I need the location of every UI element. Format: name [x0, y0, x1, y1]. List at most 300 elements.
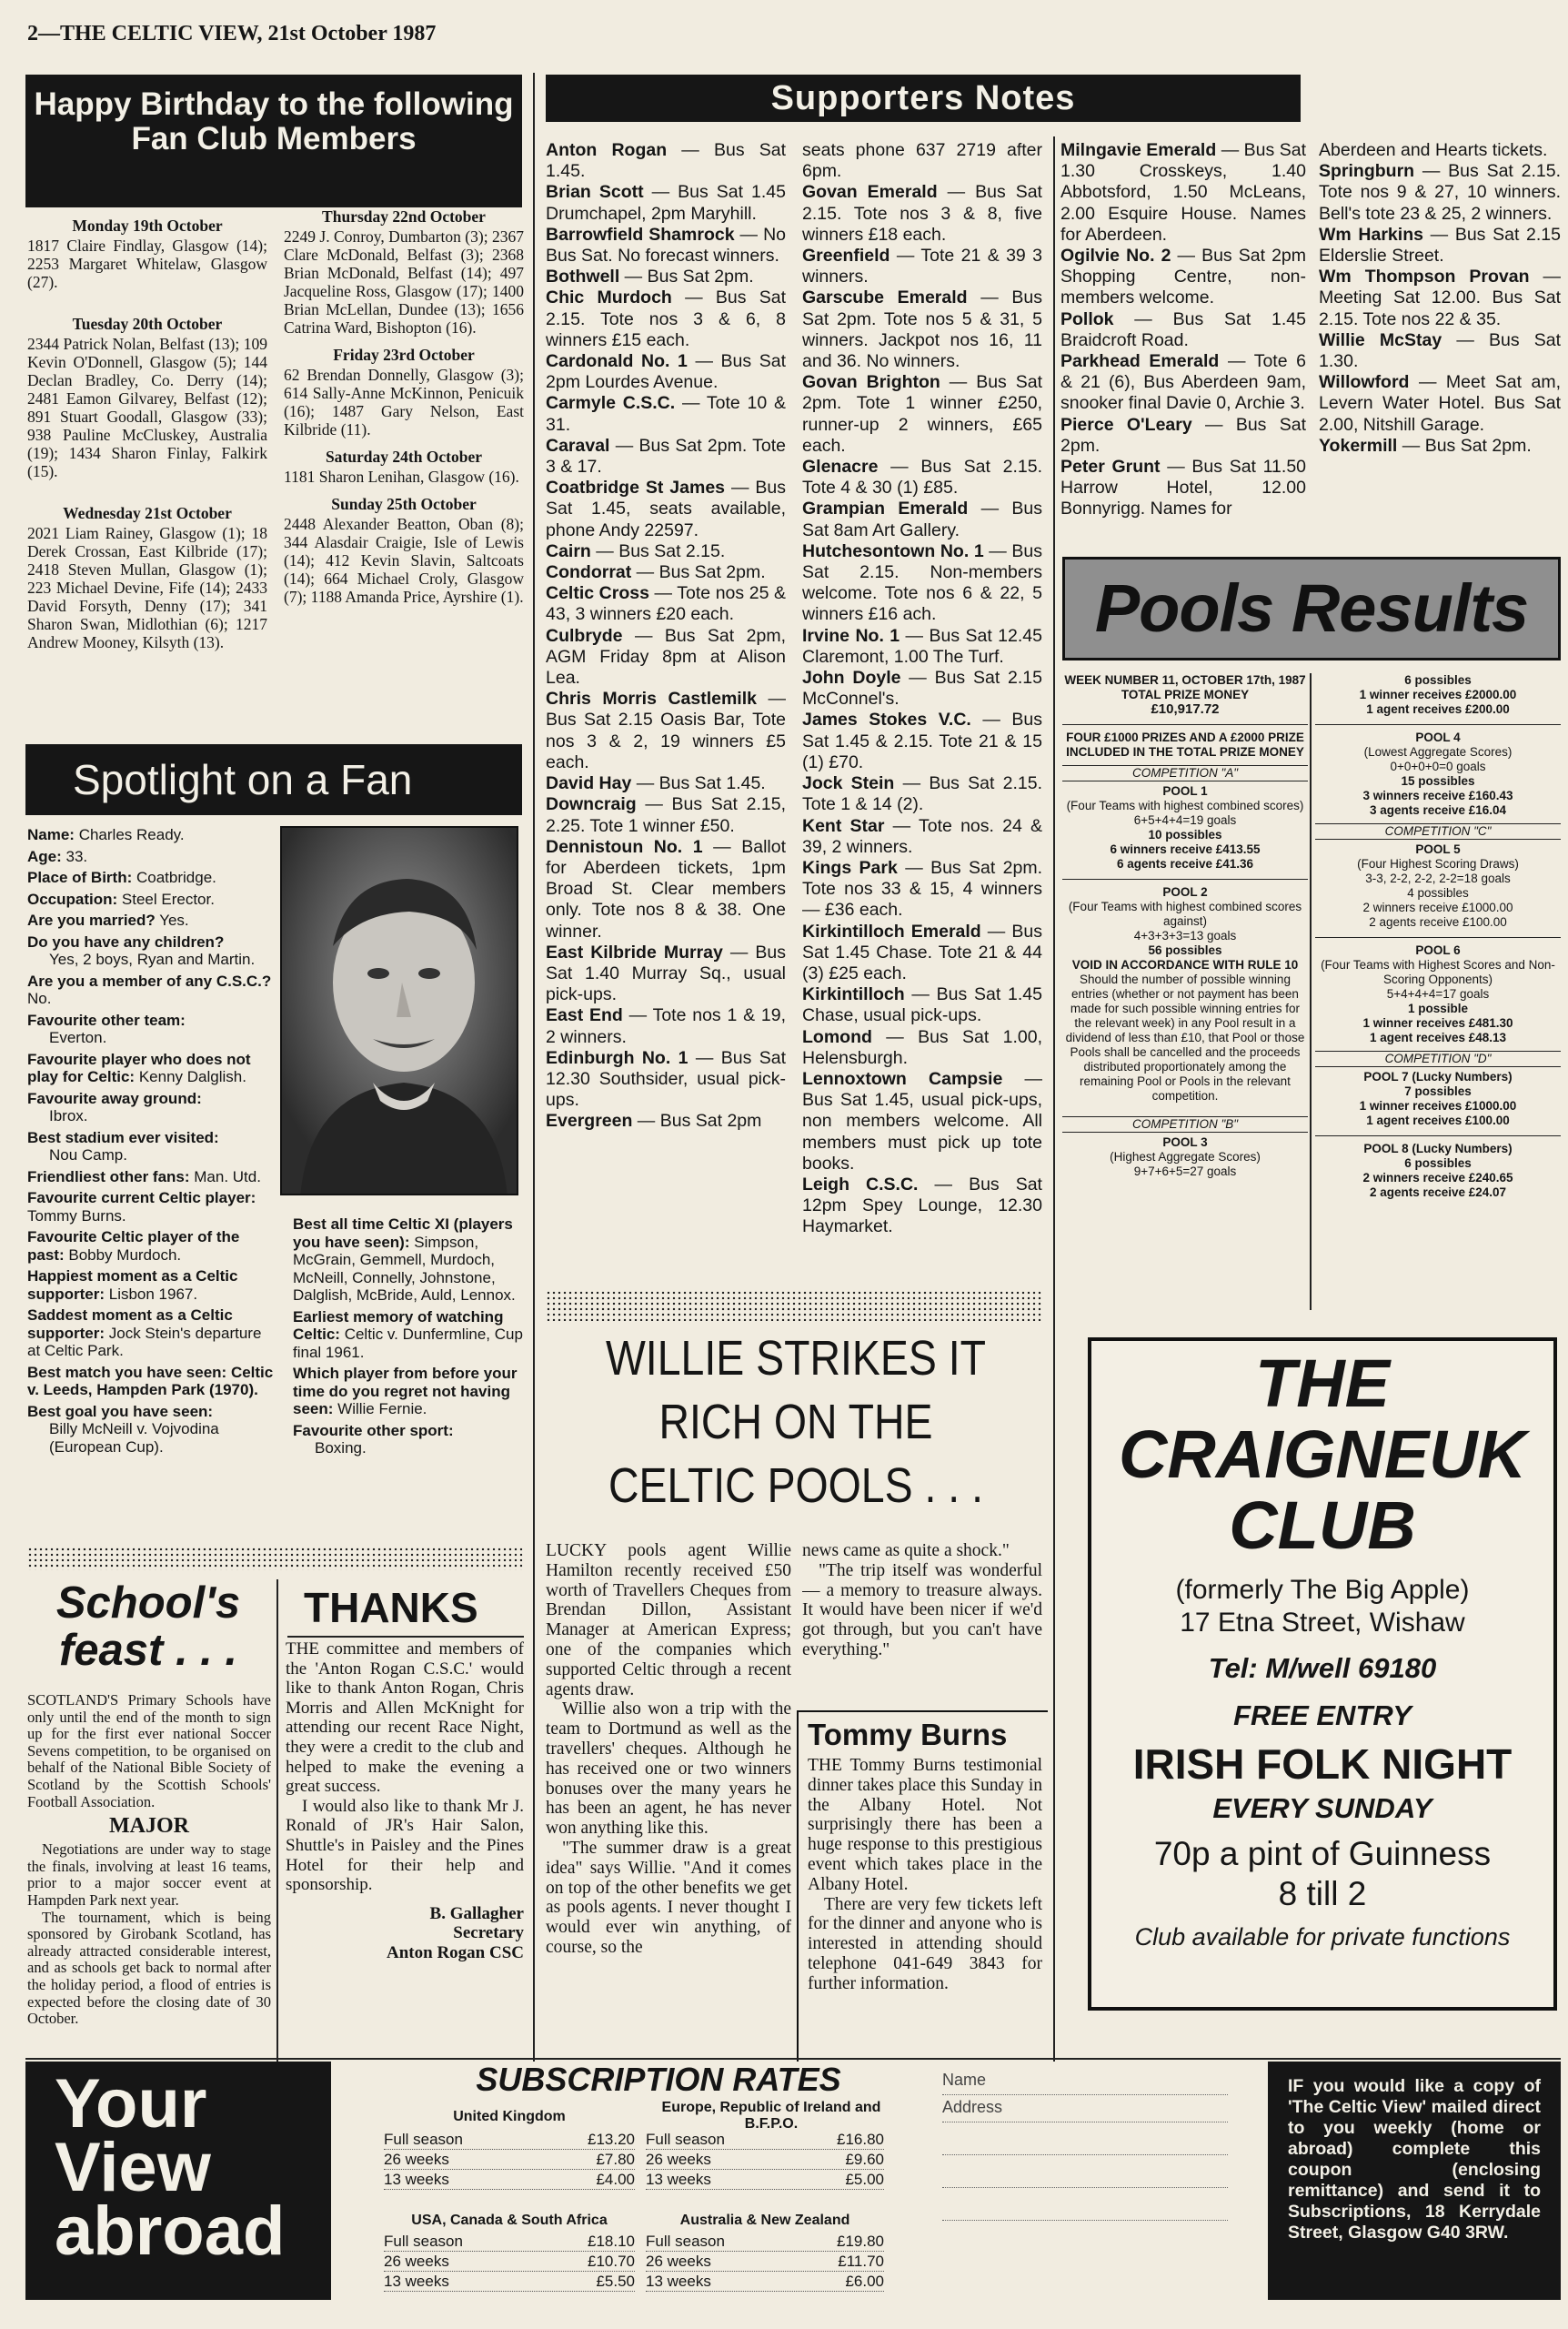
school-paragraph: The tournament, which is being sponsored by Girobank Scotland, has already attracted considerable interest, and as schools get back to normal after the holiday period, a flood of entries is expected before the closing date of 30 October. [27, 1908, 271, 2028]
school-heading: School's feast . . . [55, 1579, 241, 1675]
club-name: Condorrat [546, 562, 632, 583]
pool-6-block [1315, 937, 1561, 1045]
thanks-signature: B. Gallagher [429, 1903, 524, 1923]
birthday-entries: 2021 Liam Rainey, Glasgow (1); 18 Derek Crossan, East Kilbride (17); 2418 Steven Mullan, Glasgow (1); 223 Michael Devine, Fife (14); 2433 David Forsyth, Denny (17); 341 Sharon Swan, Midlothian (6); 1217 Andrew Mooney, Kilsyth (13). [27, 524, 267, 651]
club-detail: Bus Sat 1.45, seats available, phone Andy 22597. [546, 478, 786, 540]
club-detail: Bus Sat 12pm Spey Lounge, 12.30 Haymarket. [802, 1174, 1042, 1237]
rate-period: 13 weeks [384, 2273, 449, 2290]
pool-possibles: 15 possibles [1401, 774, 1475, 788]
club-note: Peter Grunt — Bus Sat 11.50 Harrow Hotel, 12.00 Bonnyrigg. Names for [1060, 457, 1306, 519]
pool-possibles: 7 possibles [1404, 1084, 1472, 1098]
qa-item [27, 1012, 275, 1047]
qa-item [27, 973, 275, 1008]
club-note: Chic Murdoch — Bus Sat 2.15. Tote nos 3 & 6, 8 winners £15 each. [546, 287, 786, 350]
pool-title: POOL 1 [1162, 784, 1208, 798]
pool-agents: 3 agents receive £16.04 [1369, 803, 1507, 817]
masthead: 2—THE CELTIC VIEW, 21st October 1987 [27, 22, 437, 45]
fan-photo [280, 826, 518, 1195]
rate-row [646, 2151, 884, 2170]
club-detail: No Bus Sat. No forecast winners. [546, 224, 786, 267]
question: Favourite Celtic player of the past: [27, 1228, 240, 1264]
coupon-address-line[interactable] [942, 2131, 1228, 2155]
rate-period: 26 weeks [646, 2253, 711, 2270]
birthday-entries: 1817 Claire Findlay, Glasgow (14); 2253 Margaret Whitelaw, Glasgow (27). [27, 237, 267, 291]
club-name: East End [546, 1005, 623, 1026]
club-detail: Bus Sat 1.30. [1319, 329, 1561, 372]
advert-address: 17 Etna Street, Wishaw [1180, 1608, 1465, 1638]
answer: Boxing. [315, 1439, 367, 1457]
pool-2-block [1062, 879, 1308, 1104]
birthday-column-right [284, 207, 524, 726]
rate-period: Full season [384, 2131, 463, 2148]
willie-headline: WILLIE STRIKES IT RICH ON THE CELTIC POOLS . . . [605, 1331, 987, 1513]
pool-winners: 3 winners receive £160.43 [1362, 789, 1513, 802]
question: Saddest moment as a Celtic supporter: [27, 1306, 233, 1342]
spotlight-qa-right [293, 1215, 524, 1541]
rate-row [384, 2151, 635, 2170]
club-name: Chris Morris Castlemilk [546, 689, 757, 710]
birthday-day: Sunday 25th October [331, 495, 477, 513]
region-label: USA, Canada & South Africa [411, 2213, 608, 2228]
rate-price: £5.50 [596, 2273, 635, 2290]
birthday-day: Monday 19th October [72, 217, 223, 235]
question: Place of Birth: [27, 869, 133, 886]
column-rule [533, 73, 535, 2062]
pool-desc: (Four Highest Scoring Draws) [1357, 857, 1519, 871]
club-note: East Kilbride Murray — Bus Sat 1.40 Murray Sq., usual pick-ups. [546, 942, 786, 1005]
club-name: Dennistoun No. 1 [546, 836, 703, 857]
supporters-column-4 [1319, 140, 1561, 540]
club-note: Milngavie Emerald — Bus Sat 1.30 Crosskeys, 1.40 Abbotsford, 1.50 McLeans, 2.00 Esquire House. Names for Aberdeen. [1060, 140, 1306, 245]
birthday-entries: 2249 J. Conroy, Dumbarton (3); 2367 Clare McDonald, Belfast (3); 2368 Brian McDonald, Belfast (14); 497 Jacqueline Ross, Glasgow (17); 1400 Brian McLellan, Dundee (13); 1656 Catrina Ward, Bishopton (16). [284, 227, 524, 337]
club-name: Brian Scott [546, 182, 644, 203]
club-note: Pierce O'Leary — Bus Sat 2pm. [1060, 414, 1306, 456]
rate-period: 13 weeks [384, 2171, 449, 2188]
rate-period: Full season [646, 2131, 725, 2148]
region-label: United Kingdom [453, 2109, 566, 2124]
club-name: Pierce O'Leary [1060, 414, 1192, 435]
club-detail: Bus Sat 2.15, 2.25. Tote 1 winner £50. [546, 794, 786, 836]
rate-period: Full season [646, 2233, 725, 2250]
club-name: Barrowfield Shamrock [546, 224, 735, 245]
pools-column-left [1062, 673, 1308, 1321]
rate-price: £7.80 [596, 2151, 635, 2168]
club-note: David Hay — Bus Sat 1.45. [546, 773, 766, 794]
pool-possibles: 56 possibles [1148, 943, 1222, 957]
rate-price: £19.80 [837, 2233, 884, 2250]
school-subheading: MAJOR [109, 1814, 189, 1839]
column-rule [1310, 673, 1312, 1310]
club-name: Peter Grunt [1060, 457, 1161, 478]
rate-period: Full season [384, 2233, 463, 2250]
question: Best match you have seen: [27, 1363, 227, 1381]
advert-title-line: THE [1255, 1346, 1390, 1421]
club-name: Willowford [1319, 372, 1410, 393]
club-name: Govan Emerald [802, 182, 938, 203]
advert-title-line: CRAIGNEUK [1118, 1417, 1527, 1492]
thanks-paragraph: I would also like to thank Mr J. Ronald of JR's Hair Salon, Shuttle's in Paisley and the Pines Hotel for their help and sponsorship. [286, 1796, 524, 1895]
pool-goals: 6+5+4+4=19 goals [1133, 813, 1237, 827]
club-detail: Meet Sat am, Levern Water Hotel. Bus Sat 2.00, Nitshill Garage. [1319, 372, 1561, 435]
pool-agents: 6 agents receive £41.36 [1116, 857, 1254, 871]
qa-item [27, 826, 275, 844]
pool-possibles: 6 possibles [1404, 673, 1472, 687]
coupon-address-label: Address [942, 2098, 1003, 2116]
advert-formerly: (formerly The Big Apple) [1175, 1575, 1470, 1605]
rate-price: £16.80 [837, 2131, 884, 2148]
rate-period: 26 weeks [384, 2151, 449, 2168]
club-detail: Bus Sat 2.15. Tote 1 & 14 (2). [802, 773, 1042, 815]
club-note: Glenacre — Bus Sat 2.15. Tote 4 & 30 (1) £85. [802, 457, 1042, 499]
rate-price: £10.70 [588, 2253, 635, 2270]
club-detail: Bus Sat 1.45 Chase. Tote 21 & 44 (3) £25 each. [802, 921, 1042, 983]
willie-article-col2 [802, 1541, 1042, 1701]
club-name: Downcraig [546, 794, 637, 815]
craigneuk-advert [1088, 1337, 1557, 2011]
club-name: Coatbridge St James [546, 478, 726, 499]
club-note: Willowford — Meet Sat am, Levern Water Hotel. Bus Sat 2.00, Nitshill Garage. [1319, 372, 1561, 435]
club-detail: Bus Sat 12.30 Southsider, usual pick-ups. [546, 1047, 786, 1111]
pool-possibles: 1 possible [1407, 1002, 1469, 1015]
club-detail: Bus Sat 2pm. [1424, 435, 1532, 456]
rate-period: 13 weeks [646, 2171, 711, 2188]
rate-row [646, 2233, 884, 2252]
pool-title: POOL 4 [1415, 731, 1461, 744]
pool-winners: 1 winner receives £481.30 [1362, 1016, 1513, 1030]
club-detail: Bus Sat 2pm Lourdes Avenue. [546, 351, 786, 393]
club-note: Edinburgh No. 1 — Bus Sat 12.30 Southsider, usual pick-ups. [546, 1047, 786, 1111]
supporters-column-1 [546, 140, 786, 1286]
pool-possibles: 4 possibles [1407, 886, 1469, 900]
pool-title: POOL 6 [1415, 943, 1461, 957]
column-rule [1053, 136, 1055, 2062]
club-detail: Tote 10 & 31. [546, 393, 786, 435]
pool-title: POOL 7 (Lucky Numbers) [1363, 1070, 1513, 1084]
club-name: Bothwell [546, 267, 620, 287]
competition-label: COMPETITION "B" [1062, 1116, 1308, 1133]
club-note: Chris Morris Castlemilk — Bus Sat 2.15 Oasis Bar, Tote nos 3 & 2, 19 winners £5 each. [546, 689, 786, 772]
answer: Kenny Dalglish. [138, 1068, 246, 1085]
club-name: Kings Park [802, 857, 898, 878]
club-name: Greenfield [802, 246, 890, 267]
answer: Bobby Murdoch. [68, 1245, 182, 1264]
qa-item [293, 1215, 524, 1305]
pools-note: FOUR £1000 PRIZES AND A £2000 PRIZE INCLUDED IN THE TOTAL PRIZE MONEY [1066, 731, 1304, 759]
club-note: Condorrat — Bus Sat 2pm. [546, 562, 766, 583]
pools-total: £10,917.72 [1151, 701, 1220, 717]
advert-hours: 8 till 2 [1278, 1875, 1367, 1912]
qa-item [27, 869, 275, 887]
answer: Lisbon 1967. [108, 1285, 198, 1303]
club-note: Greenfield — Tote 21 & 39 3 winners. [802, 246, 1042, 287]
club-name: Lomond [802, 1026, 872, 1047]
birthday-heading: Happy Birthday to the following Fan Club Members [25, 75, 522, 207]
club-note: Wm Thompson Provan — Meeting Sat 12.00. Bus Sat 2.15. Tote nos 22 & 35. [1319, 267, 1561, 329]
pools-heading: Pools Results [1062, 557, 1561, 660]
dotted-separator [27, 1547, 524, 1570]
pools-note-block [1062, 724, 1308, 760]
pool-title: POOL 2 [1162, 885, 1208, 899]
question: Favourite away ground: [27, 1089, 202, 1107]
pool-desc: (Four Teams with Highest Scores and Non-Scoring Opponents) [1321, 958, 1555, 986]
advert-title-line: CLUB [1229, 1487, 1416, 1563]
your-view-line: Your [55, 2065, 207, 2142]
tommy-burns-box [797, 1710, 1048, 2062]
pool-winners: 1 winner receives £2000.00 [1359, 688, 1517, 701]
advert-title [1091, 1348, 1553, 1561]
club-name: Evergreen [546, 1111, 633, 1132]
question: Are you married? [27, 912, 156, 929]
club-note: Kings Park — Bus Sat 2pm. Tote nos 33 & 15, 4 winners — £36 each. [802, 857, 1042, 921]
club-note: Yokermill — Bus Sat 2pm. [1319, 435, 1532, 456]
qa-item [27, 1051, 275, 1086]
club-name: Leigh C.S.C. [802, 1174, 919, 1195]
rate-row [646, 2131, 884, 2150]
pool-possibles: 6 possibles [1404, 1156, 1472, 1170]
club-note: Ogilvie No. 2 — Bus Sat 2pm Shopping Centre, non-members welcome. [1060, 246, 1306, 308]
pool-agents: 1 agent receives £200.00 [1366, 702, 1510, 716]
pool-title: POOL 8 (Lucky Numbers) [1363, 1142, 1513, 1155]
coupon-address-line[interactable] [942, 2163, 1228, 2188]
club-note: Pollok — Bus Sat 1.45 Braidcroft Road. [1060, 308, 1306, 350]
thanks-heading: THANKS [304, 1584, 478, 1631]
birthday-day: Wednesday 21st October [63, 504, 232, 522]
club-note: Hutchesontown No. 1 — Bus Sat 2.15. Non-members welcome. Tote nos 6 & 22, 5 winners £16 ach. [802, 540, 1042, 625]
pool-possibles: 10 possibles [1148, 828, 1222, 842]
coupon-name-field[interactable] [942, 2071, 1228, 2095]
club-name: Kirkintilloch Emerald [802, 921, 981, 942]
pool-winners: 2 winners receive £240.65 [1362, 1171, 1513, 1185]
club-note: Garscube Emerald — Bus Sat 2pm. Tote nos 5 & 31, 5 winners. Jackpot nos 16, 11 and 36. No winners. [802, 287, 1042, 372]
pools-column-right [1315, 673, 1561, 1321]
qa-item [27, 1364, 275, 1399]
club-note: East End — Tote nos 1 & 19, 2 winners. [546, 1005, 786, 1047]
portrait-image [282, 828, 518, 1195]
advert-phone: Tel: M/well 69180 [1208, 1652, 1437, 1684]
club-name: David Hay [546, 773, 632, 794]
answer: Yes, 2 boys, Ryan and Martin. [49, 951, 256, 968]
club-note: Lomond — Bus Sat 1.00, Helensburgh. [802, 1026, 1042, 1068]
birthday-entries: 2448 Alexander Beatton, Oban (8); 344 Alasdair Craigie, Isle of Lewis (14); 412 Kevin Slavin, Saltcoats (14); 664 Michael Croly, Glasgow (7); 1188 Amanda Price, Ayrshire (1). [284, 515, 524, 606]
club-detail: Tote nos 25 & 43, 3 winners £20 each. [546, 583, 786, 625]
club-name: Culbryde [546, 625, 623, 646]
club-note: Evergreen — Bus Sat 2pm [546, 1111, 762, 1132]
region-label: Australia & New Zealand [679, 2213, 850, 2228]
club-detail: Bus Sat 1.45. [546, 140, 786, 182]
column-rule [276, 1579, 278, 2062]
club-detail: Bus Sat 2.15 Oasis Bar, Tote nos 3 & 2, 19 winners £5 each. [546, 710, 786, 772]
qa-item [27, 1090, 275, 1125]
club-detail: Bus Sat 2pm, AGM Friday 8pm at Alison Lea. [546, 625, 786, 689]
club-detail: Bus Sat 2.15. Tote nos 3 & 6, 8 winners £15 each. [546, 287, 786, 350]
qa-item [293, 1422, 524, 1457]
supporters-column-2 [802, 140, 1042, 1286]
answer: No. [27, 990, 52, 1007]
birthday-day: Saturday 24th October [325, 448, 483, 466]
qa-item [27, 1306, 275, 1360]
rate-row [384, 2233, 635, 2252]
club-detail: Bus Sat 2pm [659, 1111, 762, 1132]
thanks-signature: Anton Rogan CSC [387, 1942, 524, 1962]
question: Occupation: [27, 890, 118, 908]
club-note: Anton Rogan — Bus Sat 1.45. [546, 140, 786, 182]
club-note: Brian Scott — Bus Sat 1.45 Drumchapel, 2pm Maryhill. [546, 182, 786, 224]
club-detail: Bus Sat 2.15. Tote nos 3 & 8, five winners £18 each. [802, 182, 1042, 245]
club-detail: Bus Sat 12.45 Claremont, 1.00 The Turf. [802, 625, 1042, 667]
club-name: Wm Thompson Provan [1319, 267, 1530, 287]
answer: Yes. [159, 912, 189, 929]
club-note: John Doyle — Bus Sat 2.15 McConnel's. [802, 668, 1042, 710]
question: Best all time Celtic XI (players you have seen): [293, 1215, 513, 1251]
club-note: Leigh C.S.C. — Bus Sat 12pm Spey Lounge, 12.30 Haymarket. [802, 1174, 1042, 1237]
club-detail: Bus Sat 2.15. Tote 4 & 30 (1) £85. [802, 457, 1042, 499]
club-detail: Bus Sat 11.50 Harrow Hotel, 12.00 Bonnyrigg. Names for [1060, 457, 1306, 519]
question: Favourite player who does not play for Celtic: [27, 1050, 251, 1085]
club-note: Cairn — Bus Sat 2.15. [546, 540, 726, 561]
rate-row [646, 2253, 884, 2272]
club-name: Willie McStay [1319, 329, 1442, 350]
qa-item [27, 1189, 275, 1225]
supporters-column-3 [1060, 140, 1306, 540]
question: Happiest moment as a Celtic supporter: [27, 1267, 238, 1303]
club-name: Celtic Cross [546, 583, 649, 604]
club-detail: Ballot for Aberdeen tickets, 1pm Broad St. Clear members only. Tote nos 8 & 38. One winner. [546, 836, 786, 942]
club-name: Chic Murdoch [546, 287, 672, 308]
club-note: Kirkintilloch Emerald — Bus Sat 1.45 Chase. Tote 21 & 44 (3) £25 each. [802, 921, 1042, 983]
rate-price: £4.00 [596, 2171, 635, 2188]
club-detail: Bus Sat 1.45. [658, 773, 766, 794]
tommy-burns-article [799, 1756, 1048, 1994]
club-note: Cardonald No. 1 — Bus Sat 2pm Lourdes Avenue. [546, 351, 786, 393]
club-name: Grampian Emerald [802, 499, 969, 519]
club-detail: Bus Sat 2pm. Tote 3 & 17. [546, 435, 786, 478]
advert-schedule: EVERY SUNDAY [1212, 1792, 1432, 1824]
club-name: Glenacre [802, 457, 879, 478]
club-note: Caraval — Bus Sat 2pm. Tote 3 & 17. [546, 435, 786, 478]
club-name: Wm Harkins [1319, 224, 1423, 245]
club-note: Barrowfield Shamrock — No Bus Sat. No forecast winners. [546, 224, 786, 267]
club-name: Yokermill [1319, 435, 1398, 456]
answer: Simpson, McGrain, Gemmell, Murdoch, McNeill, Connelly, Johnstone, Dalglish, McBride, Auld, Lennox. [293, 1233, 516, 1304]
club-detail: Bus Sat 2pm. [658, 562, 766, 583]
club-note: Wm Harkins — Bus Sat 2.15 Elderslie Street. [1319, 224, 1561, 267]
pool-desc: (Lowest Aggregate Scores) [1363, 745, 1513, 759]
club-detail: Tote nos 1 & 19, 2 winners. [546, 1005, 786, 1047]
question: Do you have any children? [27, 933, 225, 951]
qa-item [27, 912, 275, 930]
heading-rule [287, 1636, 524, 1638]
club-name: Anton Rogan [546, 140, 668, 160]
club-name: Caraval [546, 435, 610, 456]
pool-desc: (Highest Aggregate Scores) [1110, 1150, 1261, 1164]
article-paragraph: news came as quite a shock." [802, 1541, 1010, 1560]
club-detail: Bus Sat 1.00, Helensburgh. [802, 1026, 1042, 1068]
pool-winners: 2 winners receive £1000.00 [1362, 901, 1513, 914]
club-name: Hutchesontown No. 1 [802, 540, 984, 561]
club-detail: Bus Sat 2.15. Tote nos 9 & 27, 10 winners. Bell's tote 23 & 25, 2 winners. [1319, 161, 1561, 224]
coupon-address-field[interactable] [942, 2098, 1228, 2122]
supporters-heading: Supporters Notes [546, 75, 1301, 122]
question: Favourite other team: [27, 1011, 186, 1029]
qa-item [293, 1308, 524, 1362]
rate-period: 26 weeks [646, 2151, 711, 2168]
club-detail: Bus Sat 2.15 McConnel's. [802, 668, 1042, 710]
rate-price: £5.00 [845, 2171, 884, 2188]
pool-agents: 1 agent receives £48.13 [1369, 1031, 1507, 1044]
answer: Billy McNeill v. Vojvodina (European Cup). [49, 1420, 219, 1456]
club-note: Coatbridge St James — Bus Sat 1.45, seats available, phone Andy 22597. [546, 478, 786, 540]
club-detail: Bus Sat 2.15. [618, 540, 726, 561]
club-name: East Kilbride Murray [546, 942, 723, 963]
rate-price: £18.10 [588, 2233, 635, 2250]
club-detail: Bus Sat 2pm. [1060, 414, 1306, 456]
your-view-line: abroad [55, 2193, 286, 2270]
club-note: Kent Star — Tote nos. 24 & 39, 2 winners. [802, 815, 1042, 857]
pool-winners: 1 winner receives £1000.00 [1359, 1099, 1517, 1113]
club-detail: Bus Sat 1.45, usual pick-ups, non members welcome. All members must pick up tote books. [802, 1090, 1042, 1174]
competition-label: COMPETITION "A" [1062, 765, 1308, 781]
question: Are you a member of any C.S.C.? [27, 972, 272, 990]
question: Earliest memory of watching Celtic: [293, 1307, 504, 1343]
birthday-day: Thursday 22nd October [322, 207, 486, 226]
answer: Steel Erector. [121, 890, 215, 908]
pool-desc: (Four Teams with highest combined scores) [1066, 799, 1304, 812]
qa-item [27, 848, 275, 866]
pools-total-label: TOTAL PRIZE MONEY [1121, 688, 1250, 701]
qa-item [27, 1129, 275, 1164]
club-detail: Bus Sat 2pm. Tote nos 5 & 31, 5 winners. Jackpot nos 16, 11 and 36. No winners. [802, 287, 1042, 372]
pool-goals: 9+7+6+5=27 goals [1133, 1164, 1237, 1178]
rate-period: 13 weeks [646, 2273, 711, 2290]
competition-label: COMPETITION "C" [1315, 823, 1561, 840]
club-name: Kent Star [802, 815, 885, 836]
club-detail: Bus Sat 1.40 Murray Sq., usual pick-ups. [546, 942, 786, 1005]
answer: Jock Stein's departure at Celtic Park. [27, 1324, 262, 1359]
club-name: Cardonald No. 1 [546, 351, 688, 372]
pool-void-notice: VOID IN ACCORDANCE WITH RULE 10 [1071, 958, 1299, 972]
club-note: Govan Brighton — Bus Sat 2pm. Tote 1 winner £250, runner-up 2 winners, £65 each. [802, 372, 1042, 456]
club-note: Irvine No. 1 — Bus Sat 12.45 Claremont, 1.00 The Turf. [802, 625, 1042, 667]
club-note: Downcraig — Bus Sat 2.15, 2.25. Tote 1 winner £50. [546, 794, 786, 836]
rate-price: £9.60 [845, 2151, 884, 2168]
rate-row [646, 2273, 884, 2292]
advert-offer: 70p a pint of Guinness [1153, 1835, 1492, 1872]
club-name: Pollok [1060, 308, 1114, 329]
pool-rule: Should the number of possible winning entries (whether or not payment has been made for such possible winning entries for the relevant week) in any Pool result in a dividend of less than £10, that Pool or those Pools shall be cancelled and the proceeds distributed proportionately among the remaining Pool or Pools in the relevant competition. [1065, 973, 1305, 1103]
answer: Man. Utd. [194, 1167, 261, 1185]
spotlight-heading: Spotlight on a Fan [25, 744, 522, 815]
coupon-address-line[interactable] [942, 2196, 1228, 2221]
club-name: Edinburgh No. 1 [546, 1047, 689, 1068]
club-note: Willie McStay — Bus Sat 1.30. [1319, 329, 1561, 372]
pool-agents: 2 agents receive £24.07 [1369, 1185, 1507, 1199]
club-note: Bothwell — Bus Sat 2pm. [546, 267, 754, 287]
qa-item [293, 1365, 524, 1418]
club-detail: Bus Sat 2pm Shopping Centre, non-members welcome. [1060, 246, 1306, 308]
article-paragraph: THE Tommy Burns testimonial dinner takes place this Sunday in the Albany Hotel. Not surprisingly there has been a huge response to this prestigious event which takes place in the Albany Hotel. [808, 1756, 1042, 1894]
article-paragraph: There are very few tickets left for the dinner and anyone who is interested in attending should telephone 041-649 3843 for further information. [808, 1894, 1042, 1993]
thanks-paragraph: THE committee and members of the 'Anton Rogan C.S.C.' would like to thank Anton Rogan, Chris Morris and Allen McKnight for attending our recent Race Night, they were a credit to the club and helped to make the evening a great success. [286, 1639, 524, 1797]
club-name: Carmyle C.S.C. [546, 393, 676, 414]
question: Favourite current Celtic player: [27, 1189, 256, 1206]
pool-goals: 3-3, 2-2, 2-2, 2-2=18 goals [1365, 872, 1511, 885]
birthday-entries: 62 Brendan Donnelly, Glasgow (3); 614 Sally-Anne McKinnon, Penicuik (16); 1487 Gary Nelson, East Kilbride (11). [284, 366, 524, 439]
qa-item [27, 891, 275, 909]
school-paragraph: Negotiations are under way to stage the finals, involving at least 16 teams, prior to a major soccer event at Hampden Park next year. [27, 1840, 271, 1909]
footer-rule [25, 2058, 1561, 2060]
article-paragraph: LUCKY pools agent Willie Hamilton recently received £50 worth of Travellers Cheques from Brendan Dillon, Assistant Manager at American Express; one of the companies which supported Celtic through a recent agents draw. [546, 1541, 791, 1699]
rate-price: £11.70 [838, 2253, 884, 2270]
